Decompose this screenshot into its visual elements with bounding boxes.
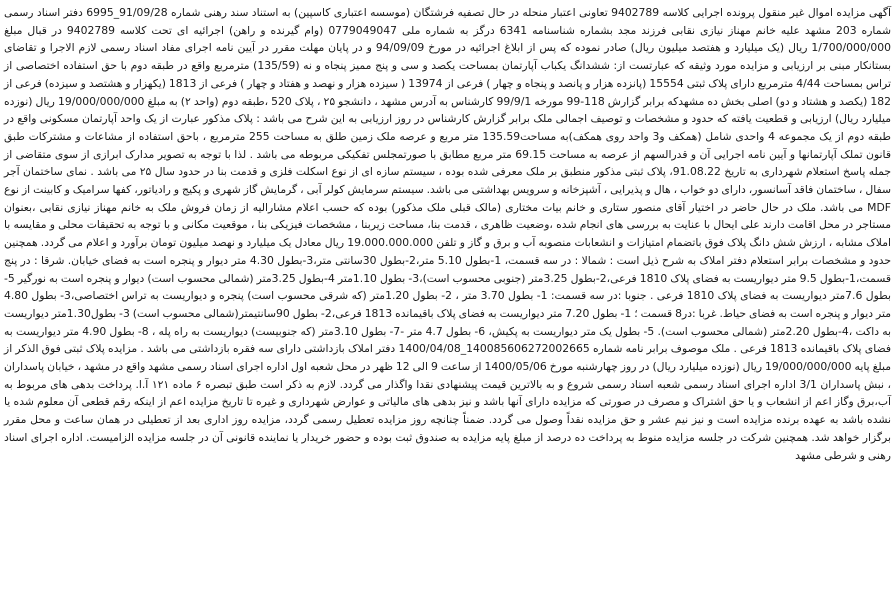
auction-notice-text: آگهی مزایده اموال غیر منقول پرونده اجرایی کلاسه 9402789 تعاونی اعتبار منحله در حال تصفیه فرشتگان (موسسه اعتباری کاسپین) به استناد سند رهنی شماره 91/09/28_6995 دفتر اسناد رسمی شماره 203 مشهد علیه خانم مهناز نیازی نقابی فرزند مجد بشماره شناسنامه 6341 درگز به شماره ملی 0779049047 (وام گیرنده و راهن) اجرائیه ای تحت کلاسه 9402789 در قبال مبلغ 1/700/000/000 ریال (یک میلیارد و هفتصد میلیون ریال) صادر نموده که پس از ابلاغ اجرائیه در مورخ 94/09/09 و در پایان مهلت مقرر در آیین نامه اجرای مفاد اسناد رسمی لازم الاجرا و تقاضای بستانکار مبنی بر ارزیابی و مزایده مورد وثیقه که عبارتست از: ششدانگ یکباب آپارتمان بمساحت یکصد و سی و پنج ممیز پنجاه و نه (135/59) مترمربع واقع در طبقه دوم با حق استفاده اختصاصی از تراس بمساحت 4/44 مترمربع دارای پلاک ثبتی 15554 (پانزده هزار و پانصد و پنجاه و چهار ) فرعی از 13974 ( سیزده هزار و نهصد و هفتاد و چهار ) فرعی از 1813 (یکهزار و هشتصد و سیزده) فرعی از 182 (یکصد و هشتاد و دو) اصلی بخش ده مشهدکه برابر گزارش 118-99 مورخه 99/9/1 کارشناس به آدرس مشهد ، دانشجو ۲۵ ، پلاک 520 ،طبقه دوم (واحد ۲) به مبلغ 19/000/000/000 ریال (نوزده میلیارد ریال) ارزیابی و قطعیت یافته که حدود و مشخصات و توصیف اجمالی ملک برابر گزارش کارشناس در روز ارزیابی به این شرح می باشد : پلاک مذکور عبارت از یک واحد آپارتمان مسکونی واقع در طبقه دوم از یک مجموعه 4 واحدی شامل (همکف و3 واحد روی همکف)به مساحت135.59 متر مربع و عرصه ملک زمین طلق به مساحت 255 مترمربع ، باحق استفاده از مشاعات و مشترکات طبق قانون تملک آپارتمانها و آیین نامه اجرایی آن و قدرالسهم از عرصه به مساحت 69.15 متر مربع مطابق با صورتمجلس تفکیکی مربوطه می باشد . لذا با توجه به تصویر مدارک ابرازی از سوی متقاضی از جمله پاسخ استعلام شهرداری به تاریخ 91.08.22، پلاک ثبتی مذکور منطبق بر ملک معرفی شده بوده ، سیستم سازه ای از نوع اسکلت فلزی و قدمت بنا در حدود سال ۲۵ می باشد . نمای ساختمان آجر سفال ، ساختمان فاقد آسانسور، دارای دو خواب ، هال و پذیرایی ، آشپزخانه و سرویس بهداشتی می باشد. سیستم سرمایش کولر آبی ، گرمایش گاز شهری و پکیج و رادیاتور، کفها سرامیک و کابینت از نوع MDF می باشد. ملک در حال حاضر در اختیار آقای منصور ستاری و خانم بیات مختاری (مالک قبلی ملک مذکور) بوده که حسب اعلام مشارالیه از زمان فروش ملک به خانم مهناز نیازی نقابی ،بعنوان مستاجر در محل اقامت دارند علی ایحال با عنایت به بررسی های انجام شده ،وضعیت ظاهری ، قدمت بنا، مساحت زیربنا ، مشخصات فیزیکی بنا ، موقعیت مکانی و با توجه به تحقیقات محلی و مقایسه با املاک مشابه ، ارزش شش دانگ پلاک فوق باتضمام امتیازات و انشعابات منصوبه آب و برق و گاز و تلفن 19.000.000.000 ریال معادل یک میلیارد و نهصد میلیون تومان برآورد و اعلام می گردد. همچنین حدود و مشخصات برابر استعلام دفتر املاک به شرح ذیل است : شمالا : در سه قسمت، 1-بطول 5.10 متر،2-بطول 30سانتی متر،3-بطول 4.30 متر دیوار و پنجره است به فضای خیابان. شرقا : در پنج قسمت،1-بطول 9.5 متر دیواریست به فضای پلاک 1810 فرعی،2-بطول 3.25متر (جنوبی محسوب است)،3- بطول 1.10متر 4-بطول 3.25متر (شمالی محسوب است) دیوار و پنجره است به نورگیر 5-بطول 7.6متر دیواریست به فضای پلاک 1810 فرعی . جنوبا :در سه قسمت: 1- بطول 3.70 متر ، 2- بطول 1.20متر (که شرقی محسوب است) پنجره و دیواریست به تراس اختصاصی،3- بطول 4.80 متر دیوار و پنجره است به فضای حیاط. غربا :در8 قسمت ؛ 1- بطول 7.20 متر دیواریست به فضای پلاک باقیمانده 1813 فرعی،2- بطول 90سانتیمتر(شمالی محسوب است) 3- بطول1.30متر دیواریست به داکت ،4-بطول 2.20متر (شمالی محسوب است). 5- بطول یک متر دیواریست به پکیش، 6- بطول 4.7 متر -7- بطول 3.10متر (که جنوبیست) دیواریست به راه پله ، 8- بطول 4.90 متر دیواریست به فضای پلاک باقیمانده 1813 فرعی . ملک موصوف برابر نامه شماره 140085606272002665_1400/04/08 دفتر املاک بازداشتی دارای سه فقره بازداشتی می باشد . مزایده پلاک ثبتی فوق الذکر از مبلغ پایه 19/000/000/000 ریال (نوزده میلیارد ریال) در روز چهارشنبه مورخ 1400/05/06 از ساعت 9 الی 12 ظهر در محل شعبه اول اداره اجرای اسناد رسمی مشهد واقع در مشهد ، خیابان پاسداران ، نبش پاسداران 3/1 اداره اجرای اسناد رسمی شعبه اسناد رسمی شروع و به بالاترین قیمت پیشنهادی نقدا واگذار می گردد. لازم به ذکر است طبق تبصره ۶ ماده ۱۲۱ آ.ا. پرداخت بدهی های مربوط به آب،برق وگاز اعم از انشعاب و یا حق اشتراک و مصرف در صورتی که مزایده دارای آنها باشد و نیز بدهی های مالیاتی و عوارض شهرداری و غیره تا تاریخ مزایده اعم از اینکه رقم قطعی آن معلوم شده یا نشده باشد به عهده برنده مزایده است و نیز نیم عشر و حق مزایده نقداً وصول می گردد. ضمناً چنانچه روز مزایده تعطیل رسمی گردد، مزایده روز اداری بعد از تعطیلی در همان ساعت و محل مقرر برگزار خواهد شد. همچنین شرکت در جلسه مزایده منوط به پرداخت ده درصد از مبلغ پایه مزایده به صندوق ثبت بوده و حضور خریدار یا نماینده قانونی آن در جلسه مزایده الزامیست. اداره اجرای اسناد رهنی و شرطی مشهد — [4, 6, 892, 462]
